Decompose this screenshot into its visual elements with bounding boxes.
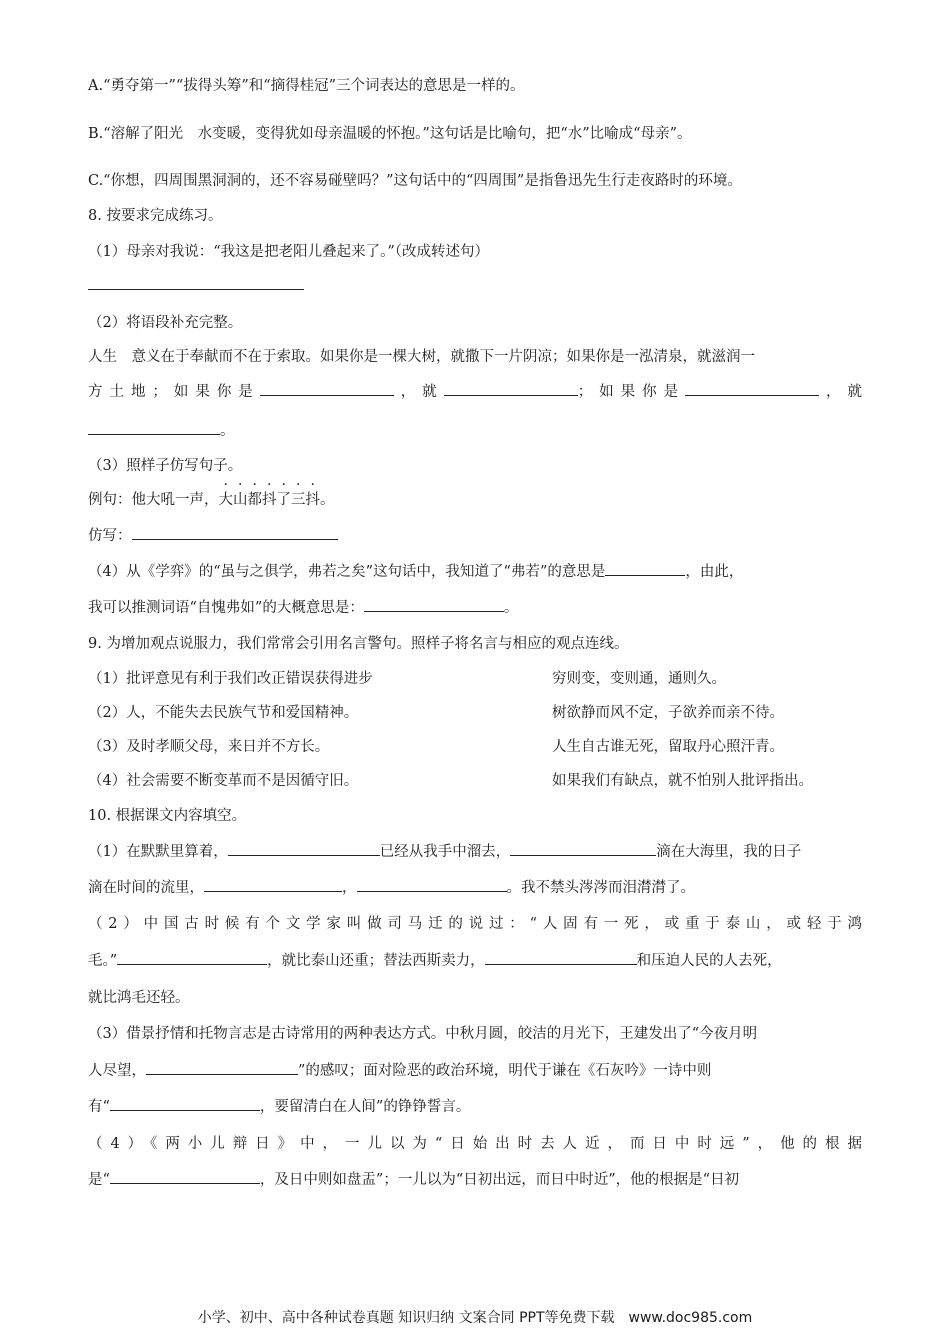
q8-title: 8. 按要求完成练习。 [88,208,223,224]
q8-part4-line1 [88,562,743,582]
q10-part4-text-a: 是“ [88,1172,110,1188]
emphasis-char: 抖 [262,492,277,508]
q10-part2-text-c: 和压迫人民的人去死， [636,953,782,969]
q9-row [88,669,726,689]
write-label: 仿写： [88,528,132,544]
option-b: B.“溶解了阳光 水变暖，变得犹如母亲温暖的怀抱。”这句话是比喻句，把“水”比喻成“母亲”。 [88,126,692,142]
q10-part4-text-b: ，及日中则如盘盂”；一儿以为“日初出远，而日中时近”，他的根据是“日初 [259,1172,740,1188]
q10-part1-line2 [88,878,695,898]
q10-part3-text-c: 有“ [88,1099,110,1115]
q9-right-item[interactable]: 树欲静而风不定，子欲养而亲不待。 [552,705,784,721]
q9-left-item[interactable]: （3）及时孝顺父母，来日并不方长。 [88,739,330,755]
q10-part2-line2 [88,951,782,971]
q10-part3-line2 [88,1061,711,1081]
q10-part3-text-b: ”的感叹；面对险恶的政治环境，明代于谦在《石灰吟》一诗中则 [298,1063,712,1079]
answer-blank[interactable] [110,1097,260,1111]
option-c: C.“你想，四周围黑洞洞的，还不容易碰壁吗？”这句话中的“四周围”是指鲁迅先生行走夜路时的环境。 [88,173,742,189]
answer-blank[interactable] [485,951,637,965]
answer-blank[interactable] [685,382,819,396]
emphasis-char: 都 [247,492,262,508]
q10-part4-line1: （4）《两小儿辩日》中，一儿以为“日始出时去人近，而日中时远”，他的根据 [88,1136,862,1152]
q10-part4-line2 [88,1170,739,1190]
q8-part2-text-b: ，就 [393,384,444,400]
answer-blank[interactable] [260,382,394,396]
answer-blank[interactable] [88,421,220,435]
q8-part2-text-c: ；如果你是 [577,384,686,400]
page-footer [0,1308,950,1328]
q10-part3-text-d: ，要留清白在人间”的铮铮誓言。 [259,1099,471,1115]
emphasis-char: 了 [276,492,291,508]
answer-blank[interactable] [228,842,380,856]
q8-part2-text-d: ，就 [819,384,863,400]
q9-title: 9. 为增加观点说服力，我们常常会引用名言警句。照样子将名言与相应的观点连线。 [88,636,629,652]
example-end: 。 [320,492,335,508]
q8-part2: （2）将语段补充完整。 [88,315,243,331]
answer-blank[interactable] [146,1061,298,1075]
example-prefix: 例句：他大吼一声， [88,492,219,508]
q9-row [88,771,813,791]
q8-part1-answer-line[interactable] [88,276,304,296]
example-emphasis [219,492,321,508]
q8-part4-text-a: （4）从《学弈》的“虽与之俱学，弗若之矣”这句话中，我知道了“弗若”的意思是 [88,564,606,580]
emphasis-char: 抖 [305,492,320,508]
q8-part2-line3 [88,421,235,441]
q9-left-item[interactable]: （1）批评意见有利于我们改正错误获得进步 [88,671,373,687]
q8-part4-text-d: 。 [503,600,519,616]
answer-blank[interactable] [605,562,685,576]
answer-blank[interactable] [364,598,504,612]
footer-link[interactable]: www.doc985.com [628,1310,753,1326]
q9-right-item[interactable]: 如果我们有缺点，就不怕别人批评指出。 [552,773,813,789]
q10-part1-text-c: 滴在大海里，我的日子 [656,844,802,860]
answer-blank[interactable] [132,526,338,540]
q8-part4-line2 [88,598,518,618]
q8-part1: （1）母亲对我说：“我这是把老阳儿叠起来了。”（改成转述句） [88,244,490,260]
emphasis-char: 山 [233,492,248,508]
answer-blank[interactable] [357,878,507,892]
q9-row [88,703,784,723]
answer-blank[interactable] [110,1170,260,1184]
q9-right-item[interactable]: 人生自古谁无死，留取丹心照汗青。 [552,739,784,755]
q8-part2-line1: 人生 意义在于奉献而不在于索取。如果你是一棵大树，就撒下一片阴凉；如果你是一泓清泉，就滋润一 [88,349,755,365]
q9-right-item[interactable]: 穷则变，变则通，通则久。 [552,671,726,687]
q10-part1-text-f: 。我不禁头涔涔而泪潸潸了。 [506,880,695,896]
q10-part1-text-a: （1）在默默里算着， [88,844,228,860]
q8-part4-text-b: ，由此， [685,564,744,580]
q10-part1-text-e: ， [342,880,357,896]
answer-blank[interactable] [444,382,578,396]
q8-part2-end: 。 [220,423,235,439]
answer-blank[interactable] [117,951,267,965]
q9-left-item[interactable]: （2）人，不能失去民族气节和爱国精神。 [88,705,359,721]
answer-blank[interactable] [88,276,304,290]
q9-left-item[interactable]: （4）社会需要不断变革而不是因循守旧。 [88,773,359,789]
q10-part2-line3: 就比鸿毛还轻。 [88,990,190,1006]
emphasis-char: 三 [291,492,306,508]
q10-part2-text-b: ，就比泰山还重；替法西斯卖力， [267,953,485,969]
option-a: A.“勇夺第一”“拔得头筹”和“摘得桂冠”三个词表达的意思是一样的。 [88,78,525,94]
q10-part1-line1 [88,842,801,862]
q9-row [88,737,784,757]
emphasis-char: 大 [218,492,233,508]
footer-text: 小学、初中、高中各种试卷真题 知识归纳 文案合同 PPT等免费下载 [197,1310,615,1326]
q10-part2-text-a: 毛。” [88,953,118,969]
answer-blank[interactable] [510,842,656,856]
answer-blank[interactable] [204,878,342,892]
q10-part1-text-b: 已经从我手中溜去， [379,844,511,860]
q8-part3-write [88,526,338,546]
q8-part3: （3）照样子仿写句子。 [88,458,243,474]
q10-part3-line3 [88,1097,470,1117]
q10-part3-text-a: 人尽望， [88,1063,146,1079]
q10-title: 10. 根据课文内容填空。 [88,808,247,824]
q10-part2-line1: （2）中国古时候有个文学家叫做司马迁的说过：“人固有一死，或重于泰山，或轻于鸿 [88,916,862,932]
q8-part4-text-c: 我可以推测词语“自愧弗如”的大概意思是： [88,600,364,616]
q10-part1-text-d: 滴在时间的流里， [88,880,204,896]
q8-part2-line2 [88,382,862,402]
q10-part3-line1: （3）借景抒情和托物言志是古诗常用的两种表达方式。中秋月圆，皎洁的月光下，王建发出了“今夜月明 [88,1026,758,1042]
q8-part2-text-a: 方土地；如果你是 [88,384,260,400]
q8-part3-example [88,490,335,510]
